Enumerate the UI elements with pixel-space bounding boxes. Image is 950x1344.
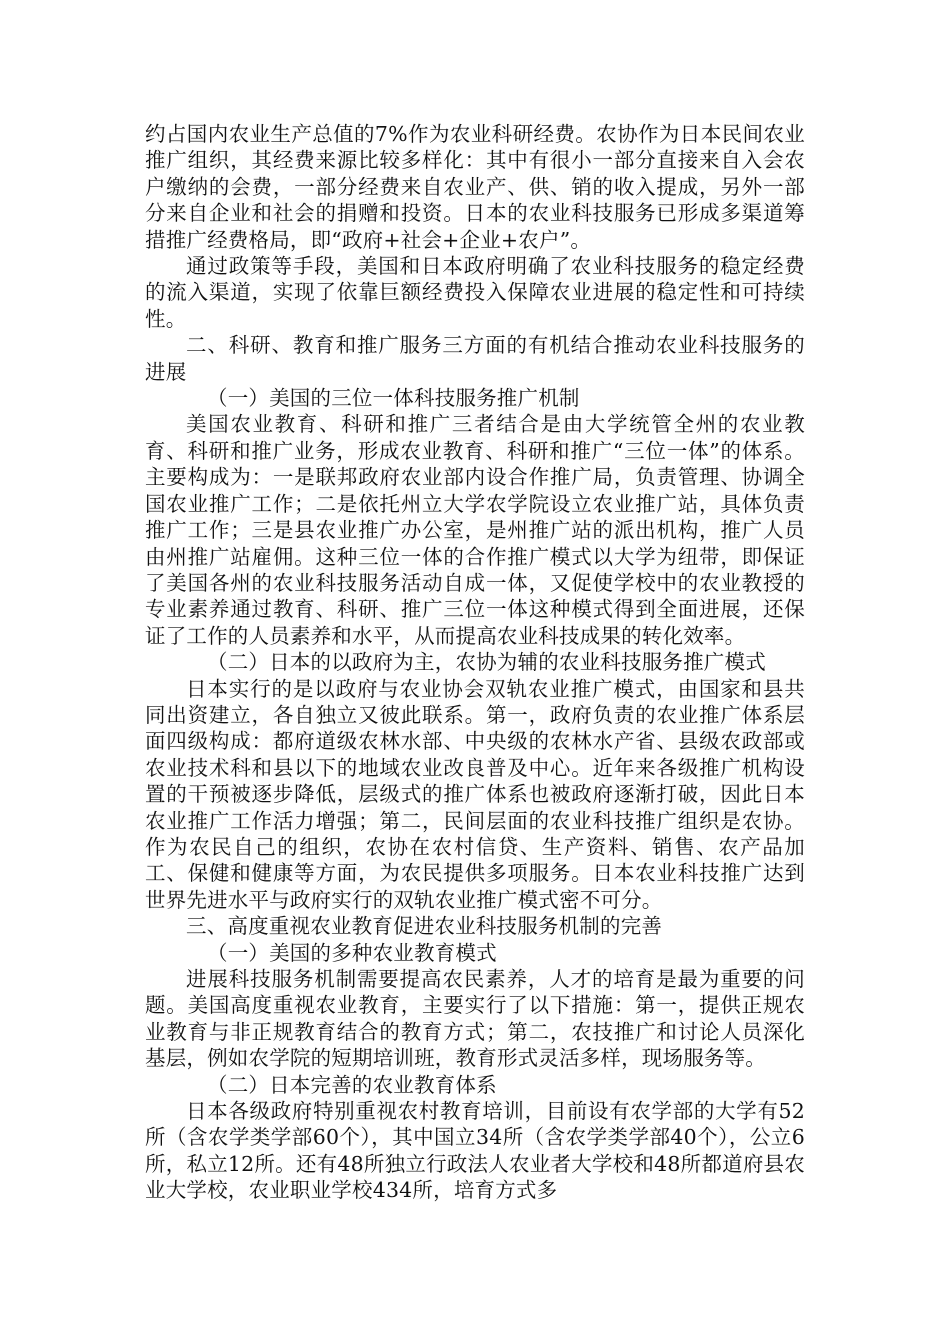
paragraph-funding-summary: 通过政策等手段，美国和日本政府明确了农业科技服务的稳定经费的流入渠道，实现了依靠巨额经费投入保障农业进展的稳定性和可持续性。	[145, 254, 805, 331]
section-heading-2: 二、科研、教育和推广服务三方面的有机结合推动农业科技服务的进展	[145, 333, 805, 384]
subsection-heading-3-1: （一）美国的多种农业教育模式	[207, 940, 497, 965]
document-page	[145, 121, 805, 1204]
section-heading-3: 三、高度重视农业教育促进农业科技服务机制的完善	[186, 914, 663, 939]
paragraph-us-education: 进展科技服务机制需要提高农民素养，人才的培育是最为重要的问题。美国高度重视农业教育，主要实行了以下措施：第一，提供正规农业教育与非正规教育结合的教育方式；第二，农技推广和讨论人员深化基层，例如农学院的短期培训班，教育形式灵活多样，现场服务等。	[145, 967, 805, 1071]
subsection-heading-3-2: （二）日本完善的农业教育体系	[207, 1072, 497, 1097]
paragraph-us-extension: 美国农业教育、科研和推广三者结合是由大学统管全州的农业教育、科研和推广业务，形成农业教育、科研和推广“三位一体”的体系。主要构成为：一是联邦政府农业部内设合作推广局，负责管理、协调全国农业推广工作；二是依托州立大学农学院设立农业推广站，具体负责推广工作；三是县农业推广办公室，是州推广站的派出机构，推广人员由州推广站雇佣。这种三位一体的合作推广模式以大学为纽带，即保证了美国各州的农业科技服务活动自成一体，又促使学校中的农业教授的专业素养通过教育、科研、推广三位一体这种模式得到全面进展，还保证了工作的人员素养和水平，从而提高农业科技成果的转化效率。	[145, 412, 805, 648]
paragraph-japan-extension: 日本实行的是以政府与农业协会双轨农业推广模式，由国家和县共同出资建立，各自独立又彼此联系。第一，政府负责的农业推广体系层面四级构成：都府道级农林水部、中央级的农林水产省、县级农政部或农业技术科和县以下的地域农业改良普及中心。近年来各级推广机构设置的干预被逐步降低，层级式的推广体系也被政府逐渐打破，因此日本农业推广工作活力增强；第二，民间层面的农业科技推广组织是农协。作为农民自己的组织，农协在农村信贷、生产资料、销售、农产品加工、保健和健康等方面，为农民提供多项服务。日本农业科技推广达到世界先进水平与政府实行的双轨农业推广模式密不可分。	[145, 676, 805, 912]
paragraph-japan-education: 日本各级政府特别重视农村教育培训，目前设有农学部的大学有52所（含农学类学部60个），其中国立34所（含农学类学部40个），公立6所，私立12所。还有48所独立行政法人农业者大学校和48所都道府县农业大学校，农业职业学校434所，培育方式多	[145, 1099, 805, 1203]
paragraph-funding-japan: 约占国内农业生产总值的7%作为农业科研经费。农协作为日本民间农业推广组织，其经费来源比较多样化：其中有很小一部分直接来自入会农户缴纳的会费，一部分经费来自农业产、供、销的收入提成，另外一部分来自企业和社会的捐赠和投资。日本的农业科技服务已形成多渠道筹措推广经费格局，即“政府+社会+企业+农户”。	[145, 122, 805, 252]
subsection-heading-2-1: （一）美国的三位一体科技服务推广机制	[207, 386, 580, 411]
subsection-heading-2-2: （二）日本的以政府为主，农协为辅的农业科技服务推广模式	[207, 650, 766, 675]
